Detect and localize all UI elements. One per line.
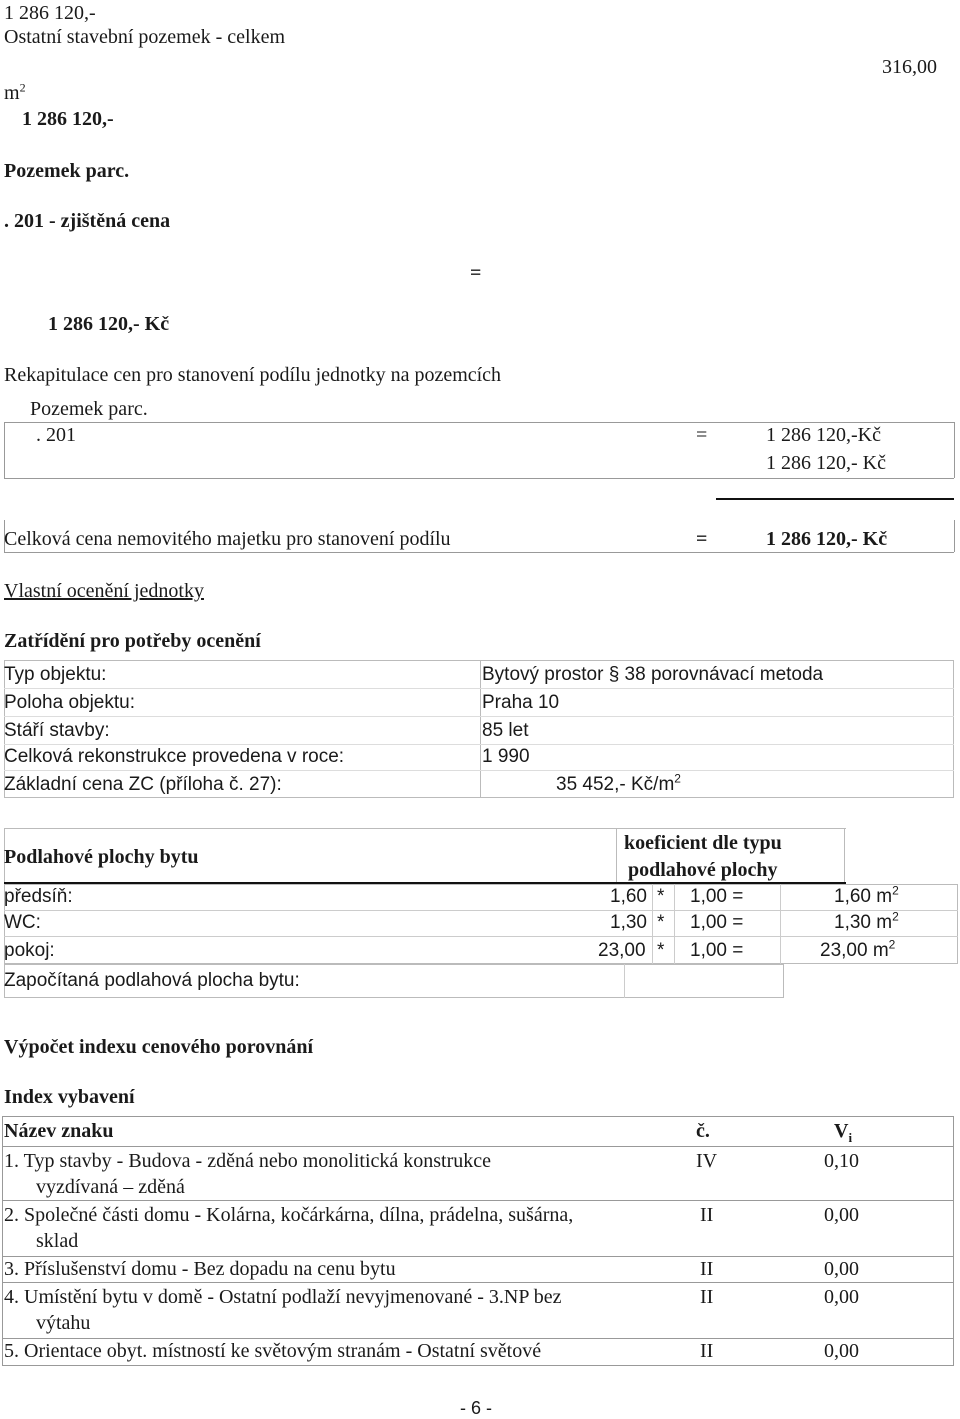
- floor-row-label: pokoj:: [4, 940, 55, 961]
- index-row-line2: vyzdívaná – zděná: [36, 1176, 185, 1198]
- recap-parc: . 201: [36, 424, 76, 446]
- valuation-subtitle: Zatřídění pro potřeby ocenění: [4, 630, 261, 652]
- index-row-line1: 3. Příslušenství domu - Bez dopadu na cenu bytu: [4, 1258, 396, 1280]
- col-v-header: $V_i$: [834, 1120, 853, 1145]
- coef-header-1: koeficient dle typu: [624, 832, 782, 854]
- floor-row-op: *: [657, 940, 665, 961]
- floor-title: Podlahové plochy bytu: [4, 846, 199, 868]
- index-row-no: II: [700, 1258, 714, 1280]
- floor-row-result: 23,00 $m^2$: [820, 937, 896, 961]
- top-line-3: 1 286 120,-: [22, 108, 114, 130]
- recap-pozemek-label: Pozemek parc.: [30, 398, 148, 420]
- floor-row-label: předsíň:: [4, 886, 73, 907]
- index-row-v: 0,00: [824, 1340, 859, 1362]
- index-row-no: II: [700, 1286, 714, 1308]
- col-no-header: č.: [696, 1120, 710, 1142]
- index-row-no: II: [700, 1204, 714, 1226]
- floor-row-coef: 1,00 =: [690, 886, 744, 907]
- index-row-v: 0,10: [824, 1150, 859, 1172]
- val-row-label: Stáří stavby:: [4, 720, 110, 741]
- index-row-line2: sklad: [36, 1230, 79, 1252]
- val-row-value: 35 452,- $Kč/m^2$: [556, 771, 681, 795]
- area-value: 316,00: [882, 56, 937, 78]
- val-row-label: Typ objektu:: [4, 664, 107, 685]
- col-name-header: Název znaku: [4, 1120, 114, 1142]
- index-row-v: 0,00: [824, 1258, 859, 1280]
- index-title: Výpočet indexu cenového porovnání: [4, 1036, 314, 1058]
- floor-row-area: 1,30: [610, 912, 647, 933]
- floor-row-op: *: [657, 912, 665, 933]
- total-equals: =: [696, 528, 708, 550]
- top-line-1: 1 286 120,-: [4, 2, 96, 24]
- pozemek-label: Pozemek parc.: [4, 160, 130, 182]
- index-row-line1: 1. Typ stavby - Budova - zděná nebo monolitická konstrukce: [4, 1150, 492, 1172]
- val-row-value: Praha 10: [482, 692, 560, 713]
- area-unit: $m^2$: [4, 80, 26, 104]
- index-row-v: 0,00: [824, 1286, 859, 1308]
- index-row-no: II: [700, 1340, 714, 1362]
- index-row-v: 0,00: [824, 1204, 859, 1226]
- val-row-value: 85 let: [482, 720, 529, 741]
- val-row-value: 1 990: [482, 746, 530, 767]
- index-row-line2: výtahu: [36, 1312, 91, 1334]
- floor-row-op: *: [657, 886, 665, 907]
- val-row-label: Celková rekonstrukce provedena v roce:: [4, 746, 345, 767]
- val-row-value: Bytový prostor § 38 porovnávací metoda: [482, 664, 824, 685]
- recap-equals: =: [696, 424, 708, 446]
- parc-line: . 201 - zjištěná cena: [4, 210, 171, 232]
- top-price: 1 286 120,- Kč: [48, 313, 170, 335]
- floor-row-coef: 1,00 =: [690, 912, 744, 933]
- index-row-no: IV: [696, 1150, 718, 1172]
- val-row-label: Základní cena ZC (příloha č. 27):: [4, 774, 282, 795]
- total-label: Celková cena nemovitého majetku pro stanovení podílu: [4, 528, 451, 550]
- coef-header-2: podlahové plochy: [628, 859, 778, 881]
- total-value: 1 286 120,- Kč: [766, 528, 888, 550]
- floor-row-label: WC:: [4, 912, 41, 933]
- recap-value-2: 1 286 120,- Kč: [766, 452, 886, 474]
- page-number: - 6 -: [460, 1398, 493, 1418]
- index-row-line1: 5. Orientace obyt. místností ke světovým stranám - Ostatní světové: [4, 1340, 542, 1362]
- recap-title: Rekapitulace cen pro stanovení podílu jednotky na pozemcích: [4, 364, 502, 386]
- val-row-label: Poloha objektu:: [4, 692, 135, 713]
- floor-row-area: 23,00: [598, 940, 646, 961]
- floor-row-result: 1,30 $m^2$: [834, 909, 899, 933]
- equals-sign: =: [470, 262, 482, 284]
- top-line-2: Ostatní stavební pozemek - celkem: [4, 26, 286, 48]
- index-row-line1: 2. Společné části domu - Kolárna, kočárkárna, dílna, prádelna, sušárna,: [4, 1204, 574, 1226]
- floor-total-label: Započítaná podlahová plocha bytu:: [4, 970, 300, 991]
- index-subtitle: Index vybavení: [4, 1086, 135, 1108]
- floor-row-area: 1,60: [610, 886, 647, 907]
- recap-value-1: 1 286 120,-Kč: [766, 424, 881, 446]
- index-row-line1: 4. Umístění bytu v domě - Ostatní podlaží nevyjmenované - 3.NP bez: [4, 1286, 562, 1308]
- floor-row-coef: 1,00 =: [690, 940, 744, 961]
- floor-row-result: 1,60 $m^2$: [834, 883, 899, 907]
- valuation-title: Vlastní ocenění jednotky: [4, 580, 204, 602]
